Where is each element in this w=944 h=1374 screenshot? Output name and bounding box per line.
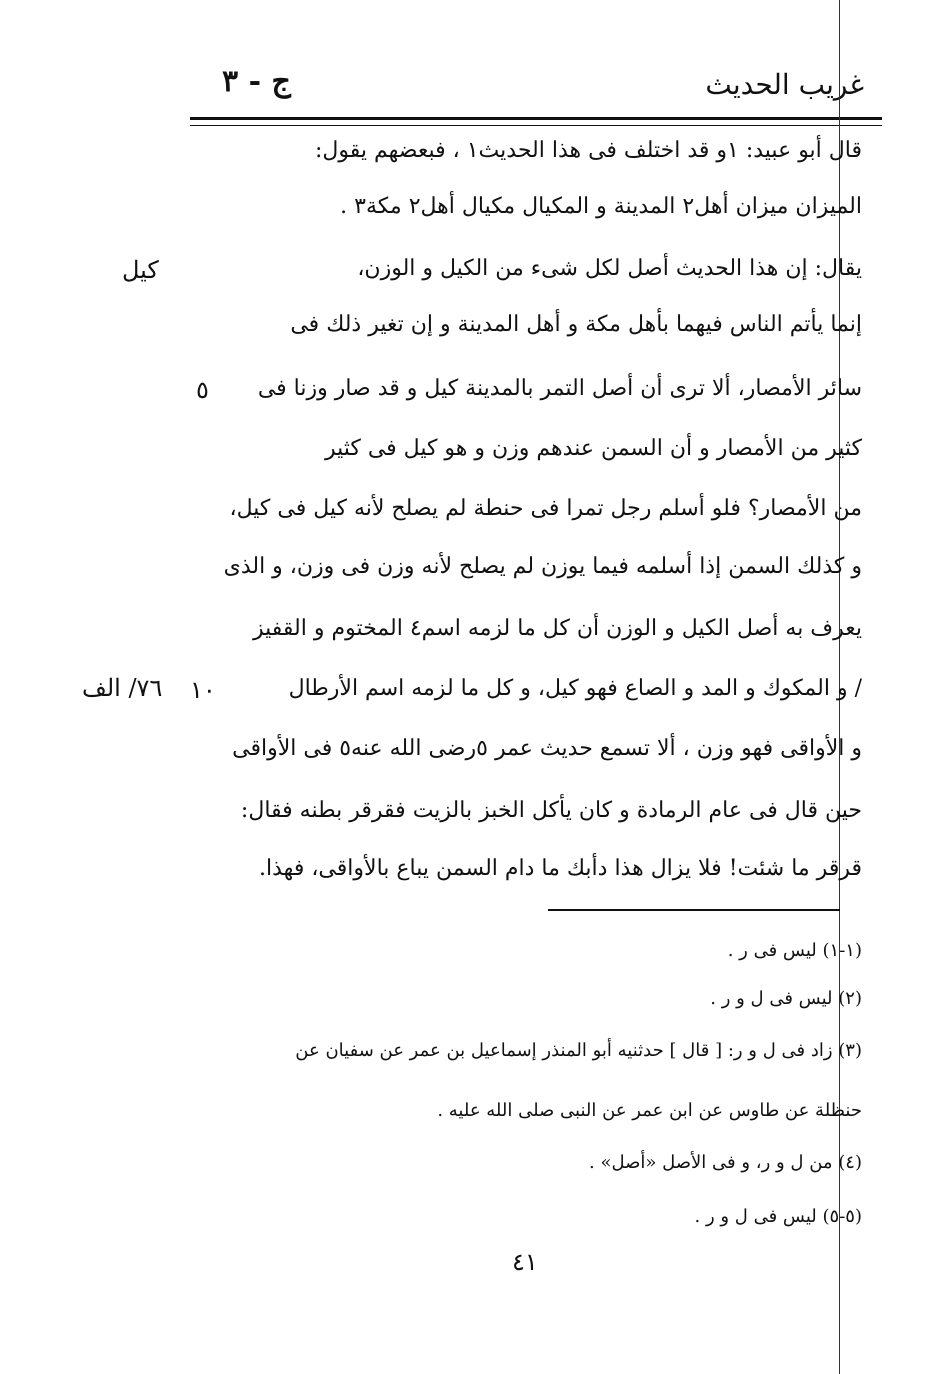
footnote-2: (٢) ليس فى ل و ر .: [710, 988, 862, 1009]
margin-keyword: كيل: [122, 256, 159, 284]
page-number: ٤١: [512, 1248, 538, 1276]
text-line-6: كثير من الأمصار و أن السمن عندهم وزن و هو كيل فى كثير: [324, 436, 862, 461]
footnote-4: (٤) من ل و ر، و فى الأصل «أصل» .: [589, 1152, 862, 1173]
text-line-2: الميزان ميزان أهل٢ المدينة و المكيال مكيال أهل٢ مكة٣ .: [340, 194, 862, 219]
running-title: غريب الحديث: [705, 68, 864, 101]
text-line-4: إنما يأتم الناس فيهما بأهل مكة و أهل المدينة و إن تغير ذلك فى: [290, 312, 862, 337]
footnote-rule: [548, 909, 840, 911]
line-number-10: ١٠: [190, 676, 216, 704]
text-line-3: يقال: إن هذا الحديث أصل لكل شىء من الكيل و الوزن،: [357, 256, 862, 281]
text-line-10: / و المكوك و المد و الصاع فهو كيل، و كل ما لزمه اسم الأرطال: [288, 676, 862, 701]
text-line-13: قرقر ما شئت! فلا يزال هذا دأبك ما دام السمن يباع بالأواقى، فهذا.: [259, 856, 862, 881]
header-rule: [190, 117, 882, 120]
volume-label: ج - ٣: [222, 64, 291, 99]
text-line-7: من الأمصار؟ فلو أسلم رجل تمرا فى حنطة لم يصلح لأنه كيل فى كيل،: [229, 496, 862, 521]
text-line-8: و كذلك السمن إذا أسلمه فيما يوزن لم يصلح لأنه وزن فى وزن، و الذى: [223, 554, 862, 579]
text-line-1: قال أبو عبيد: ١و قد اختلف فى هذا الحديث١ ، فبعضهم يقول:: [314, 138, 862, 163]
text-line-5: سائر الأمصار، ألا ترى أن أصل التمر بالمدينة كيل و قد صار وزنا فى: [257, 376, 862, 401]
text-line-9: يعرف به أصل الكيل و الوزن أن كل ما لزمه اسم٤ المختوم و القفيز: [253, 616, 862, 641]
text-line-11: و الأواقى فهو وزن ، ألا تسمع حديث عمر ٥رضى الله عنه٥ فى الأواقى: [232, 736, 862, 761]
footnote-1: (١-١) ليس فى ر .: [727, 940, 862, 961]
folio-marker: ٧٦/ الف: [82, 674, 163, 702]
footnote-3: (٣) زاد فى ل و ر: [ قال ] حدثنيه أبو المنذر إسماعيل بن عمر عن سفيان عن: [295, 1040, 862, 1061]
line-number-5: ٥: [196, 376, 209, 404]
text-line-12: حين قال فى عام الرمادة و كان يأكل الخبز بالزيت فقرقر بطنه فقال:: [240, 798, 862, 823]
footnote-3-continued: حنظلة عن طاوس عن ابن عمر عن النبى صلى الله عليه .: [437, 1100, 862, 1121]
header-rule-thin: [190, 125, 882, 126]
footnote-5: (٥-٥) ليس فى ل و ر .: [694, 1206, 862, 1227]
